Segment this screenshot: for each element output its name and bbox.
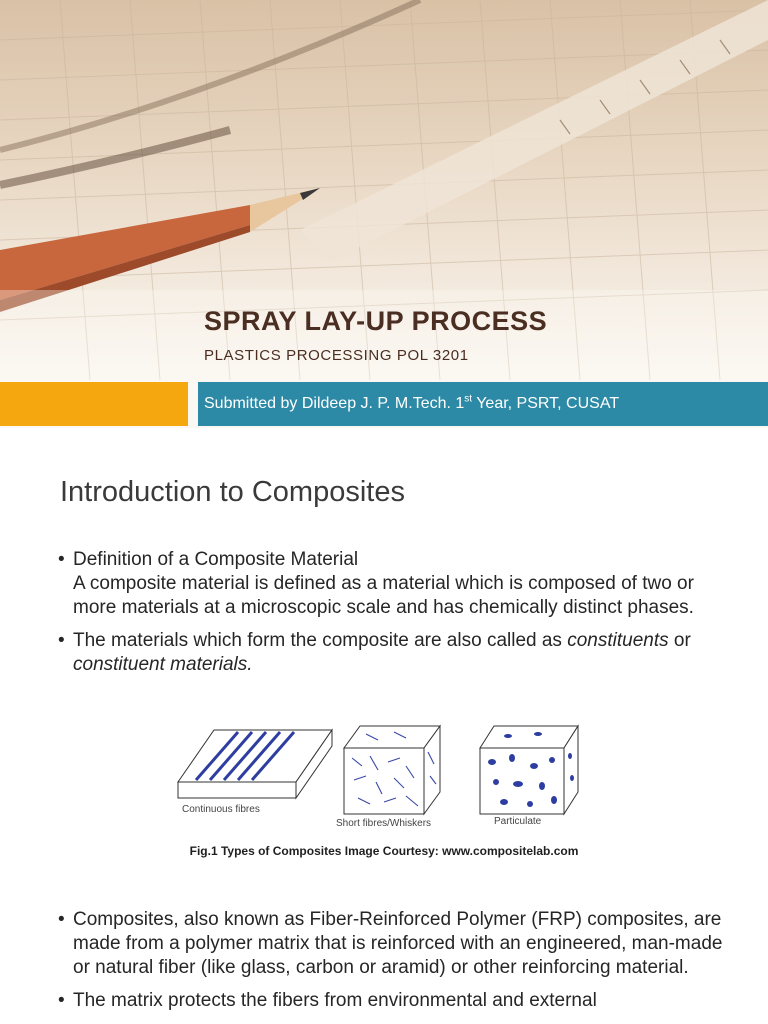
- slide-title: SPRAY LAY-UP PROCESS: [204, 306, 548, 336]
- bullet-heading: Definition of a Composite Material: [73, 549, 359, 570]
- figure-caption: Fig.1 Types of Composites Image Courtesy: www.compositelab.com: [189, 844, 579, 858]
- title-slide: [0, 0, 768, 428]
- figure-label-short: Short fibres/Whiskers: [336, 818, 432, 829]
- composite-types-figure: [174, 722, 594, 834]
- submitted-by-text: Submitted by Dildeep J. P. M.Tech. 1: [204, 395, 465, 412]
- bullet-text: The materials which form the composite are also called as: [73, 630, 568, 651]
- bullet-dot: •: [58, 549, 65, 570]
- slide-heading: Introduction to Composites: [60, 476, 405, 508]
- figure-label-particulate: Particulate: [494, 816, 542, 827]
- slide-subtitle: PLASTICS PROCESSING POL 3201: [204, 347, 469, 364]
- bullet-text: The matrix protects the fibers from environmental and external: [73, 990, 597, 1011]
- submitted-by-bar: [198, 382, 768, 426]
- figure-label-continuous: Continuous fibres: [182, 804, 260, 815]
- title-block: [204, 306, 547, 364]
- bullet-list: [58, 548, 738, 686]
- bullet-dot: •: [58, 630, 65, 651]
- orange-accent-bar: [0, 382, 188, 426]
- bullet-text: A composite material is defined as a material which is composed of two or more materials at a microscopic scale and has chemically distinct phases.: [73, 573, 694, 618]
- continuous-fibres-diagram: [178, 730, 332, 798]
- italic-term: constituent materials.: [73, 654, 253, 675]
- content-slide: [0, 440, 768, 1024]
- bullet-dot: •: [58, 909, 65, 930]
- bullet-list-2: [58, 908, 738, 1022]
- bullet-text: or: [668, 630, 691, 651]
- short-fibres-diagram: [344, 726, 440, 814]
- ordinal-suffix: st: [464, 393, 473, 405]
- bullet-item: [58, 989, 738, 1013]
- bullet-item: [58, 548, 738, 620]
- submitted-by-suffix: Year, PSRT, CUSAT: [472, 395, 620, 412]
- particulate-diagram: [480, 726, 578, 814]
- bullet-dot: •: [58, 990, 65, 1011]
- bullet-item: [58, 629, 738, 677]
- italic-term: constituents: [567, 630, 669, 651]
- bullet-text: Composites, also known as Fiber-Reinforced Polymer (FRP) composites, are made from a polymer matrix that is reinforced with an engineered, man-made or natural fiber (like glass, carbon or aramid) or other reinforcing material.: [73, 909, 723, 978]
- bullet-item: [58, 908, 738, 980]
